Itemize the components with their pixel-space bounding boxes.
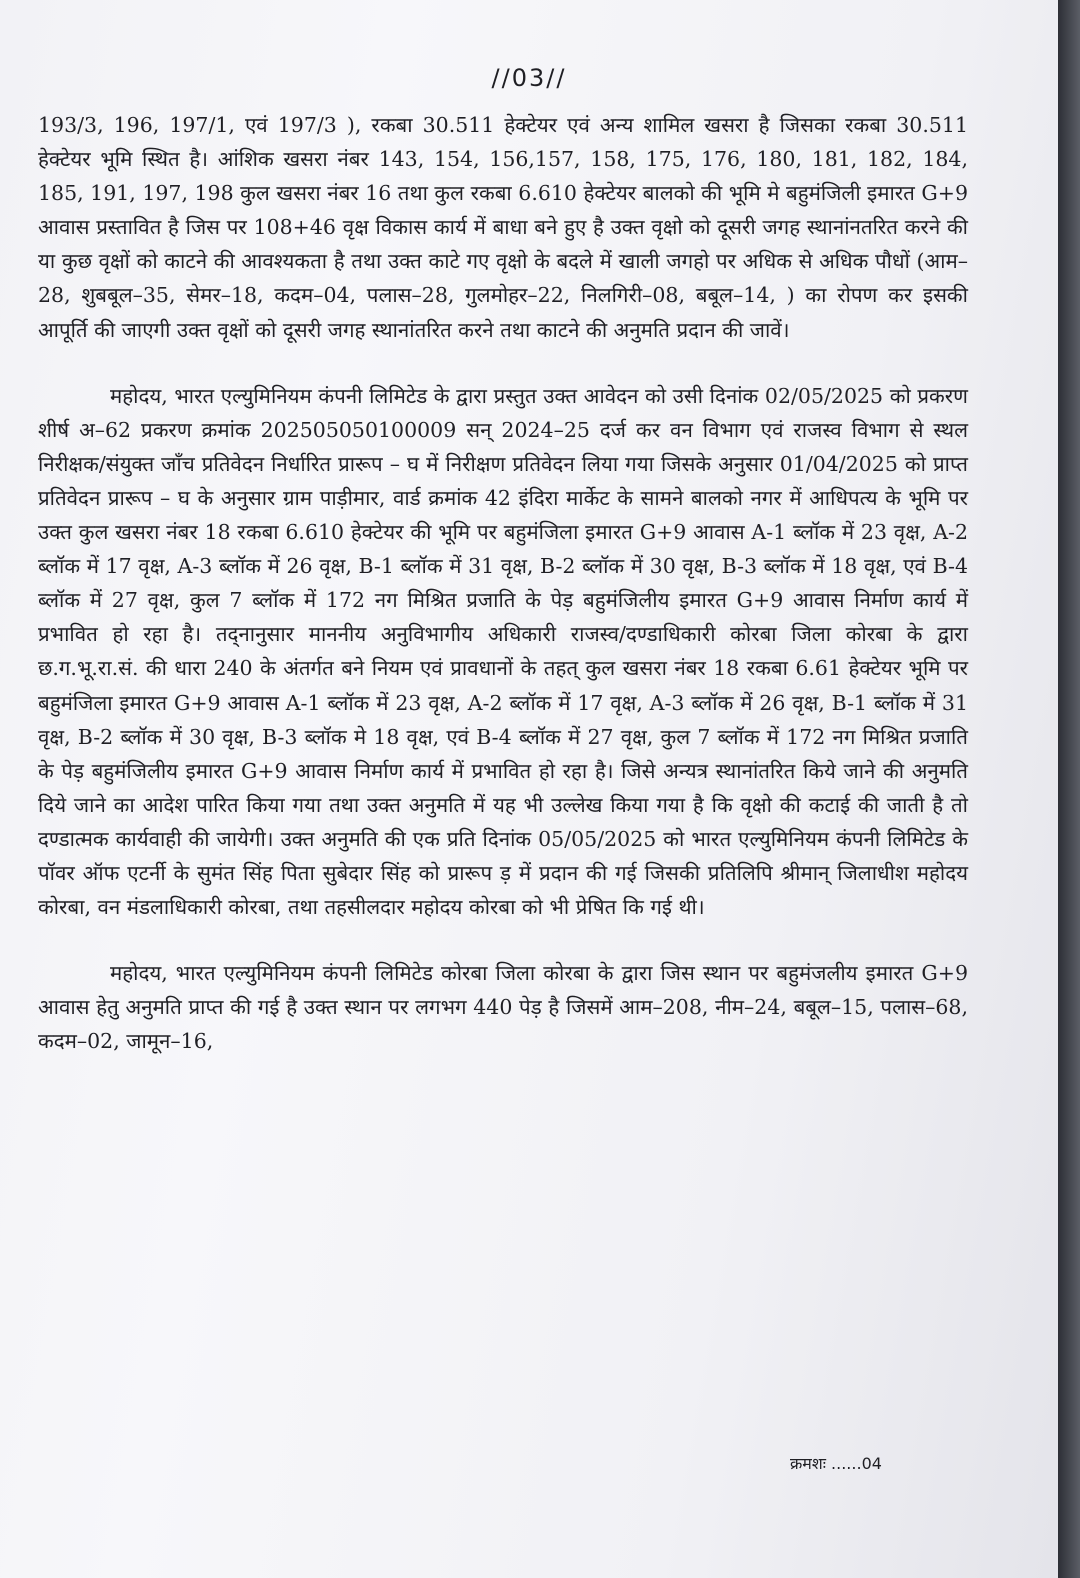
paragraph-2: महोदय, भारत एल्युमिनियम कंपनी लिमिटेड के द्वारा प्रस्तुत उक्त आवेदन को उसी दिनांक 02/05/2025 को प्रकरण शीर्ष अ–62 प्रकरण क्रमांक 202505050100009 सन् 2024–25 दर्ज कर वन विभाग एवं राजस्व विभाग से स्थल निरीक्षक/संयुक्त जाँच प्रतिवेदन निर्धारित प्रारूप – घ में निरीक्षण प्रतिवेदन लिया गया जिसके अनुसार 01/04/2025 को प्राप्त प्रतिवेदन प्रारूप – घ के अनुसार ग्राम पाड़ीमार, वार्ड क्रमांक 42 इंदिरा मार्केट के सामने बालको नगर में आधिपत्य के भूमि पर उक्त कुल खसरा नंबर 18 रकबा 6.610 हेक्टेयर की भूमि पर बहुमंजिला इमारत G+9 आवास A-1 ब्लॉक में 23 वृक्ष, A-2 ब्लॉक में 17 वृक्ष, A-3 ब्लॉक में 26 वृक्ष, B-1 ब्लॉक में 31 वृक्ष, B-2 ब्लॉक में 30 वृक्ष, B-3 ब्लॉक में 18 वृक्ष, एवं B-4 ब्लॉक में 27 वृक्ष, कुल 7 ब्लॉक में 172 नग मिश्रित प्रजाति के पेड़ बहुमंजिलीय इमारत G+9 आवास निर्माण कार्य में प्रभावित हो रहा है। तद्नानुसार माननीय अनुविभागीय अधिकारी राजस्व/दण्डाधिकारी कोरबा जिला कोरबा के द्वारा छ.ग.भू.रा.सं. की धारा 240 के अंतर्गत बने नियम एवं प्रावधानों के तहत् कुल खसरा नंबर 18 रकबा 6.61 हेक्टेयर भूमि पर बहुमंजिला इमारत G+9 आवास A-1 ब्लॉक में 23 वृक्ष, A-2 ब्लॉक में 17 वृक्ष, A-3 ब्लॉक में 26 वृक्ष, B-1 ब्लॉक में 31 वृक्ष, B-2 ब्लॉक में 30 वृक्ष, B-3 ब्लॉक मे 18 वृक्ष, एवं B-4 ब्लॉक में 27 वृक्ष, कुल 7 ब्लॉक में 172 नग मिश्रित प्रजाति के पेड़ बहुमंजिलीय इमारत G+9 आवास निर्माण कार्य में प्रभावित हो रहा है। जिसे अन्यत्र स्थानांतरित किये जाने की अनुमति दिये जाने का आदेश पारित किया गया तथा उक्त अनुमति में यह भी उल्लेख किया गया है कि वृक्षो की कटाई की जाती है तो दण्डात्मक कार्यवाही की जायेगी। उक्त अनुमति की एक प्रति दिनांक 05/05/2025 को भारत एल्युमिनियम कंपनी लिमिटेड के पॉवर ऑफ एटर्नी के सुमंत सिंह पिता सुबेदार सिंह को प्रारूप ड़ में प्रदान की गई जिसकी प्रतिलिपि श्रीमान् जिलाधीश महोदय कोरबा, वन मंडलाधिकारी कोरबा, तथा तहसीलदार महोदय कोरबा को भी प्रेषित कि गई थी। (38, 383, 968, 920)
background-edge (1058, 0, 1080, 1578)
page-number: //03// (491, 64, 567, 92)
paragraph-1: 193/3, 196, 197/1, एवं 197/3 ), रकबा 30.511 हेक्टेयर एवं अन्य शामिल खसरा है जिसका रकबा 30.511 हेक्टेयर भूमि स्थित है। आंशिक खसरा नंबर 143, 154, 156,157, 158, 175, 176, 180, 181, 182, 184, 185, 191, 197, 198 कुल खसरा नंबर 16 तथा कुल रकबा 6.610 हेक्टेयर बालको की भूमि मे बहुमंजिली इमारत G+9 आवास प्रस्तावित है जिस पर 108+46 वृक्ष विकास कार्य में बाधा बने हुए है उक्त वृक्षो को दूसरी जगह स्थानांनतरित करने की या कुछ वृक्षों को काटने की आवश्यकता है तथा उक्त काटे गए वृक्षो के बदले में खाली जगहो पर अधिक से अधिक पौधों (आम–28, शुबबूल–35, सेमर–18, कदम–04, पलास–28, गुलमोहर–22, निलगिरी–08, बबूल–14, ) का रोपण कर इसकी आपूर्ति की जाएगी उक्त वृक्षों को दूसरी जगह स्थानांतरित करने तथा काटने की अनुमति प्रदान की जावें। (38, 113, 968, 342)
document-body (38, 108, 968, 1090)
continued-marker: क्रमशः ......04 (790, 1454, 882, 1473)
paragraph-3: महोदय, भारत एल्युमिनियम कंपनी लिमिटेड कोरबा जिला कोरबा के द्वारा जिस स्थान पर बहुमंजलीय इमारत G+9 आवास हेतु अनुमति प्राप्त की गई है उक्त स्थान पर लगभग 440 पेड़ है जिसमें आम–208, नीम–24, बबूल–15, पलास–68, कदम–02, जामून–16, (38, 961, 968, 1054)
